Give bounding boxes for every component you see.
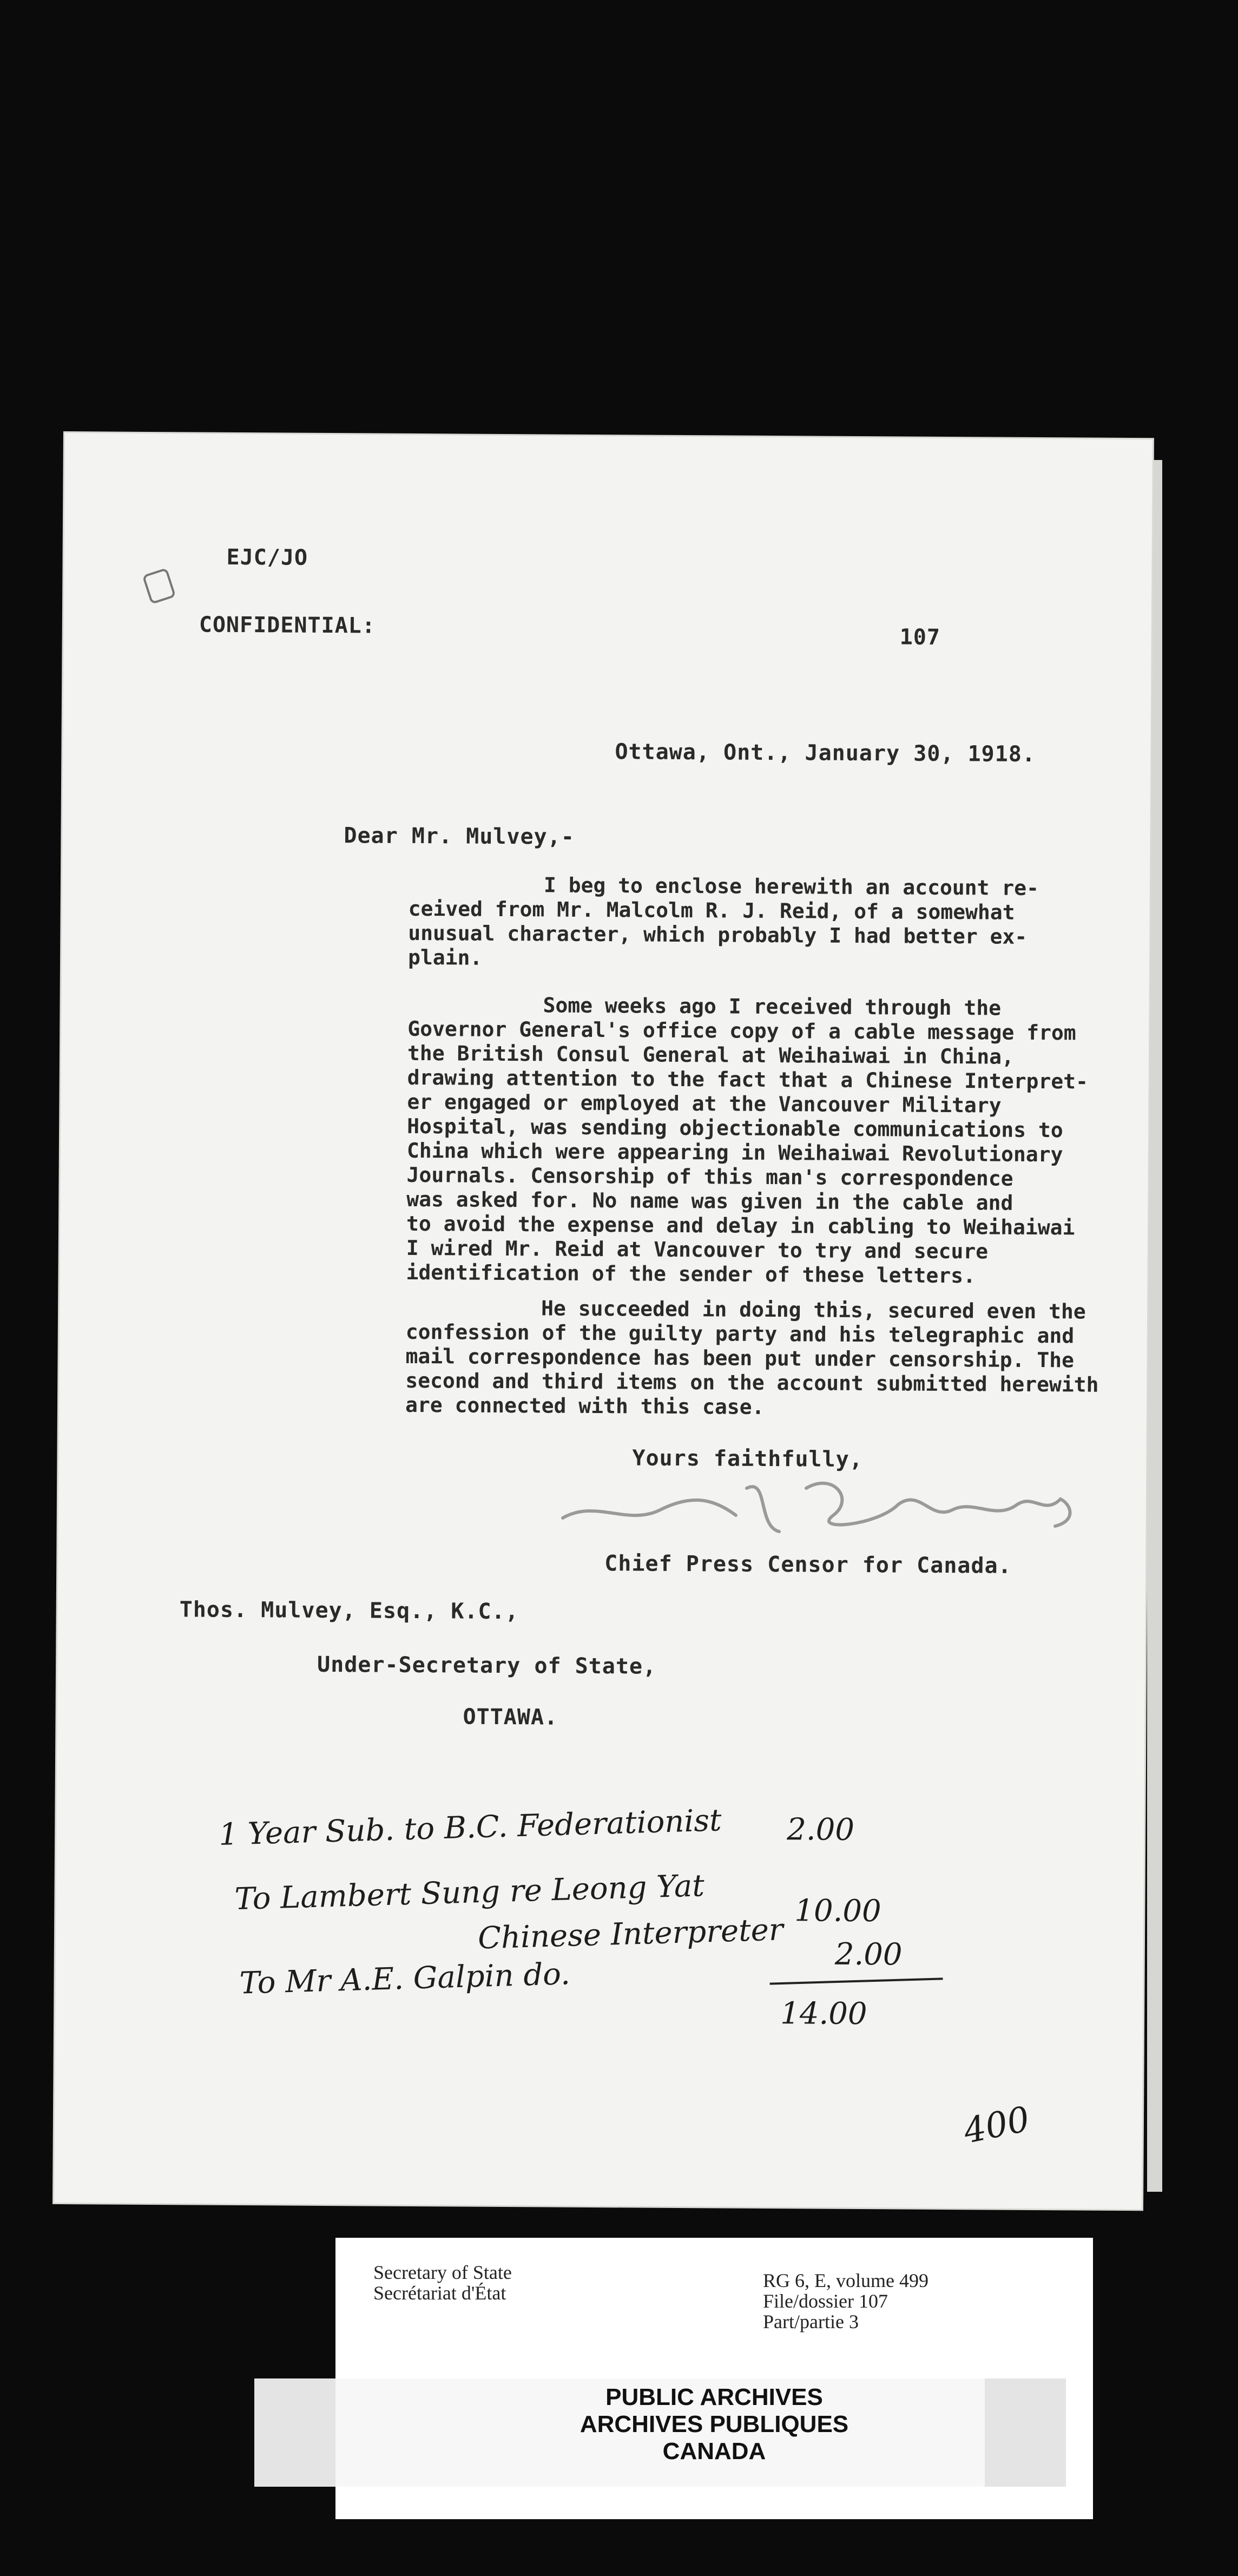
closing: Yours faithfully, xyxy=(632,1445,863,1473)
archives-country: CANADA xyxy=(662,2438,766,2465)
label-band-left-tab xyxy=(254,2378,335,2487)
salutation: Dear Mr. Mulvey,- xyxy=(344,823,575,850)
label-department-fr: Secrétariat d'État xyxy=(373,2282,506,2304)
archives-fr: ARCHIVES PUBLIQUES xyxy=(580,2411,849,2437)
signature-title: Chief Press Censor for Canada. xyxy=(604,1551,1012,1579)
hand-item-3: To Mr A.E. Galpin do. xyxy=(239,1956,571,2001)
hand-amount-2: 10.00 xyxy=(794,1893,881,1929)
file-number: 107 xyxy=(899,625,941,650)
hand-item-2: To Lambert Sung re Leong Yat xyxy=(234,1868,705,1917)
label-department-en: Secretary of State xyxy=(373,2262,512,2283)
paragraph-1: I beg to enclose herewith an account re- ceived from Mr. Malcolm R. J. Reid, of a somewhat unusual character, which probably I had better ex- plain. xyxy=(407,873,1039,970)
hand-amount-1: 2.00 xyxy=(787,1812,855,1848)
hand-amount-3: 2.00 xyxy=(834,1936,903,1973)
confidential-heading: CONFIDENTIAL: xyxy=(199,612,376,639)
hand-item-2-cont: Chinese Interpreter xyxy=(477,1912,784,1956)
addressee-title: Under-Secretary of State, xyxy=(317,1652,657,1679)
letter-sheet xyxy=(54,433,1153,2209)
archives-en: PUBLIC ARCHIVES xyxy=(605,2384,823,2410)
paragraph-2: Some weeks ago I received through the Governor General's office copy of a cable message from the British Consul General at Weihaiwai in China, drawing attention to the fact that a Chinese Interpret- er engaged or employed at the Vancouver Military Hospital, was sending objectionable communications to China which were appearing in Weihaiwai Revolutionary Journals. Censorship of this man's correspondence was asked for. No name was given in the cable and to avoid the expense and delay in cabling to Weihaiwai I wired Mr. Reid at Vancouver to try and secure identification of the sender of these letters. xyxy=(406,993,1089,1288)
place-date: Ottawa, Ont., January 30, 1918. xyxy=(615,739,1036,767)
handwritten-signature xyxy=(552,1467,1082,1542)
margin-note: 400 xyxy=(960,2099,1033,2152)
reference-initials: EJC/JO xyxy=(226,544,308,570)
total-rule xyxy=(770,1977,943,1984)
hand-item-1: 1 Year Sub. to B.C. Federationist xyxy=(218,1803,722,1852)
label-reference-1: RG 6, E, volume 499 xyxy=(763,2270,928,2291)
label-reference-2: File/dossier 107 xyxy=(763,2290,888,2312)
archives-heading xyxy=(335,2384,1093,2465)
label-reference-3: Part/partie 3 xyxy=(763,2311,859,2332)
addressee-name: Thos. Mulvey, Esq., K.C., xyxy=(179,1597,519,1625)
hand-total: 14.00 xyxy=(780,1996,867,2032)
paragraph-3: He succeeded in doing this, secured even the confession of the guilty party and his telegraphic and mail correspondence has been put under censorship. The second and third items on the account submitted herewith are connected with this case. xyxy=(405,1296,1099,1419)
addressee-city: OTTAWA. xyxy=(463,1704,558,1730)
